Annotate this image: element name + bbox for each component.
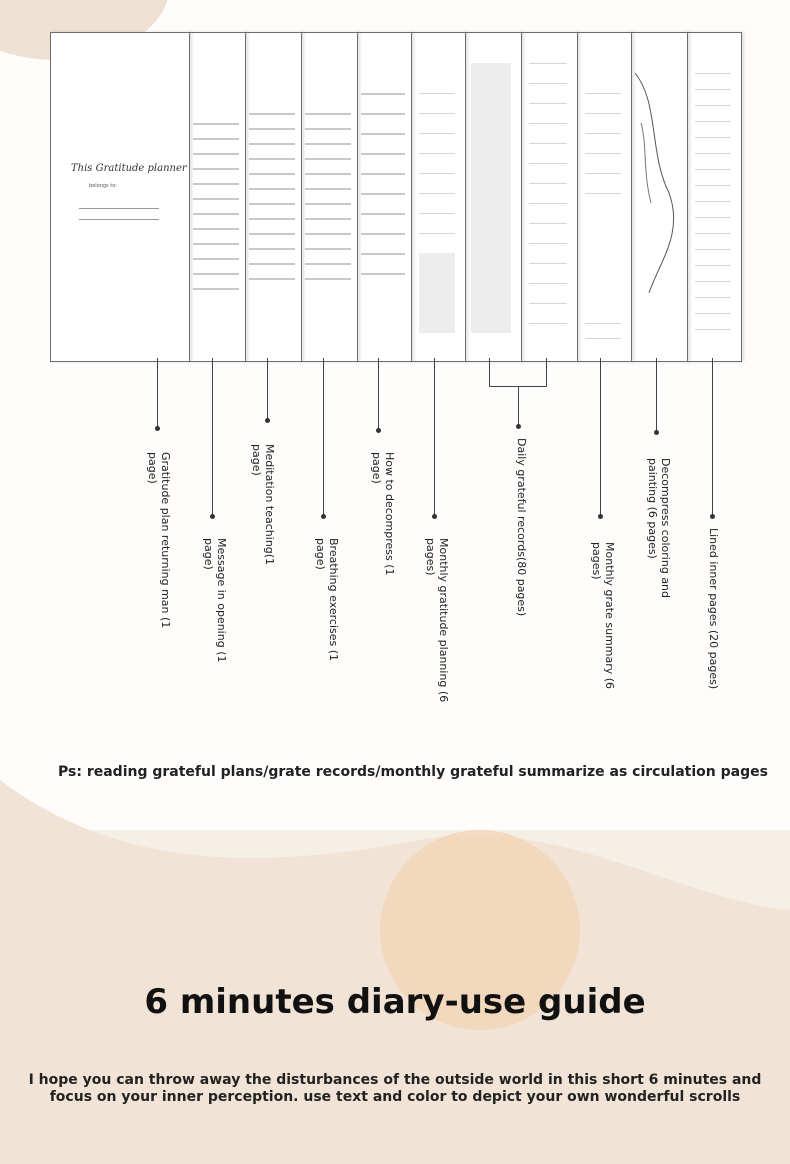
label-gratitude-plan: Gratitude plan returning man (1 page) [146, 452, 172, 629]
page-coloring [628, 32, 688, 362]
subtitle-line-1: I hope you can throw away the disturbances of the outside world in this short 6 minutes and [28, 1072, 762, 1088]
pointer-dot [516, 424, 521, 429]
page-lined [684, 32, 742, 362]
label-breathing: Breathing exercises (1 page) [314, 538, 340, 662]
label-message-opening: Message in opening (1 page) [202, 538, 228, 663]
guide-subtitle [0, 1072, 790, 1106]
label-lined-pages: Lined inner pages (20 pages) [707, 528, 720, 690]
pointer-dot [598, 514, 603, 519]
pointer-dot [210, 514, 215, 519]
pointer-dot [654, 430, 659, 435]
page-message [186, 32, 246, 362]
label-daily-records: Daily grateful records(80 pages) [515, 438, 528, 617]
pointer-line [712, 358, 713, 516]
page-monthly-summary [574, 32, 632, 362]
page-decompress [354, 32, 412, 362]
page-meditation [242, 32, 302, 362]
label-decompress: How to decompress (1 page) [370, 452, 396, 576]
pointer-line [434, 358, 435, 516]
pointer-dot [432, 514, 437, 519]
pointer-dot [155, 426, 160, 431]
page-cover [50, 32, 190, 362]
guide-heading: 6 minutes diary-use guide [144, 982, 646, 1022]
page-breathing [298, 32, 358, 362]
pointer-dot [265, 418, 270, 423]
pointer-dot [376, 428, 381, 433]
pointer-line [656, 358, 657, 432]
pointer-line [378, 358, 379, 430]
label-coloring: Decompress coloring and painting (6 pages) [646, 458, 672, 599]
label-monthly-planning: Monthly gratitude planning (6 pages) [424, 538, 450, 703]
pointer-line [212, 358, 213, 516]
pointer-line [600, 358, 601, 516]
page-daily-record-2 [518, 32, 578, 362]
cover-title: This Gratitude planner [71, 163, 187, 174]
pointer-line [157, 358, 158, 428]
pointer-line [323, 358, 324, 516]
pointer-bracket [489, 358, 547, 387]
page-monthly-planning [408, 32, 466, 362]
subtitle-line-2: focus on your inner perception. use text and color to depict your own wonderful scrolls [49, 1089, 741, 1105]
pointer-dot [710, 514, 715, 519]
page-daily-record-1 [462, 32, 522, 362]
cover-belongs: belongs to: [89, 183, 117, 189]
pointer-line [518, 386, 519, 426]
circulation-note: Ps: reading grateful plans/grate records/monthly grateful summarize as circulation pages [58, 764, 768, 780]
label-meditation: Meditation teaching(1 page) [250, 444, 276, 566]
pointer-line [267, 358, 268, 420]
label-monthly-summary: Monthly grate summary (6 pages) [590, 542, 616, 690]
pointer-dot [321, 514, 326, 519]
